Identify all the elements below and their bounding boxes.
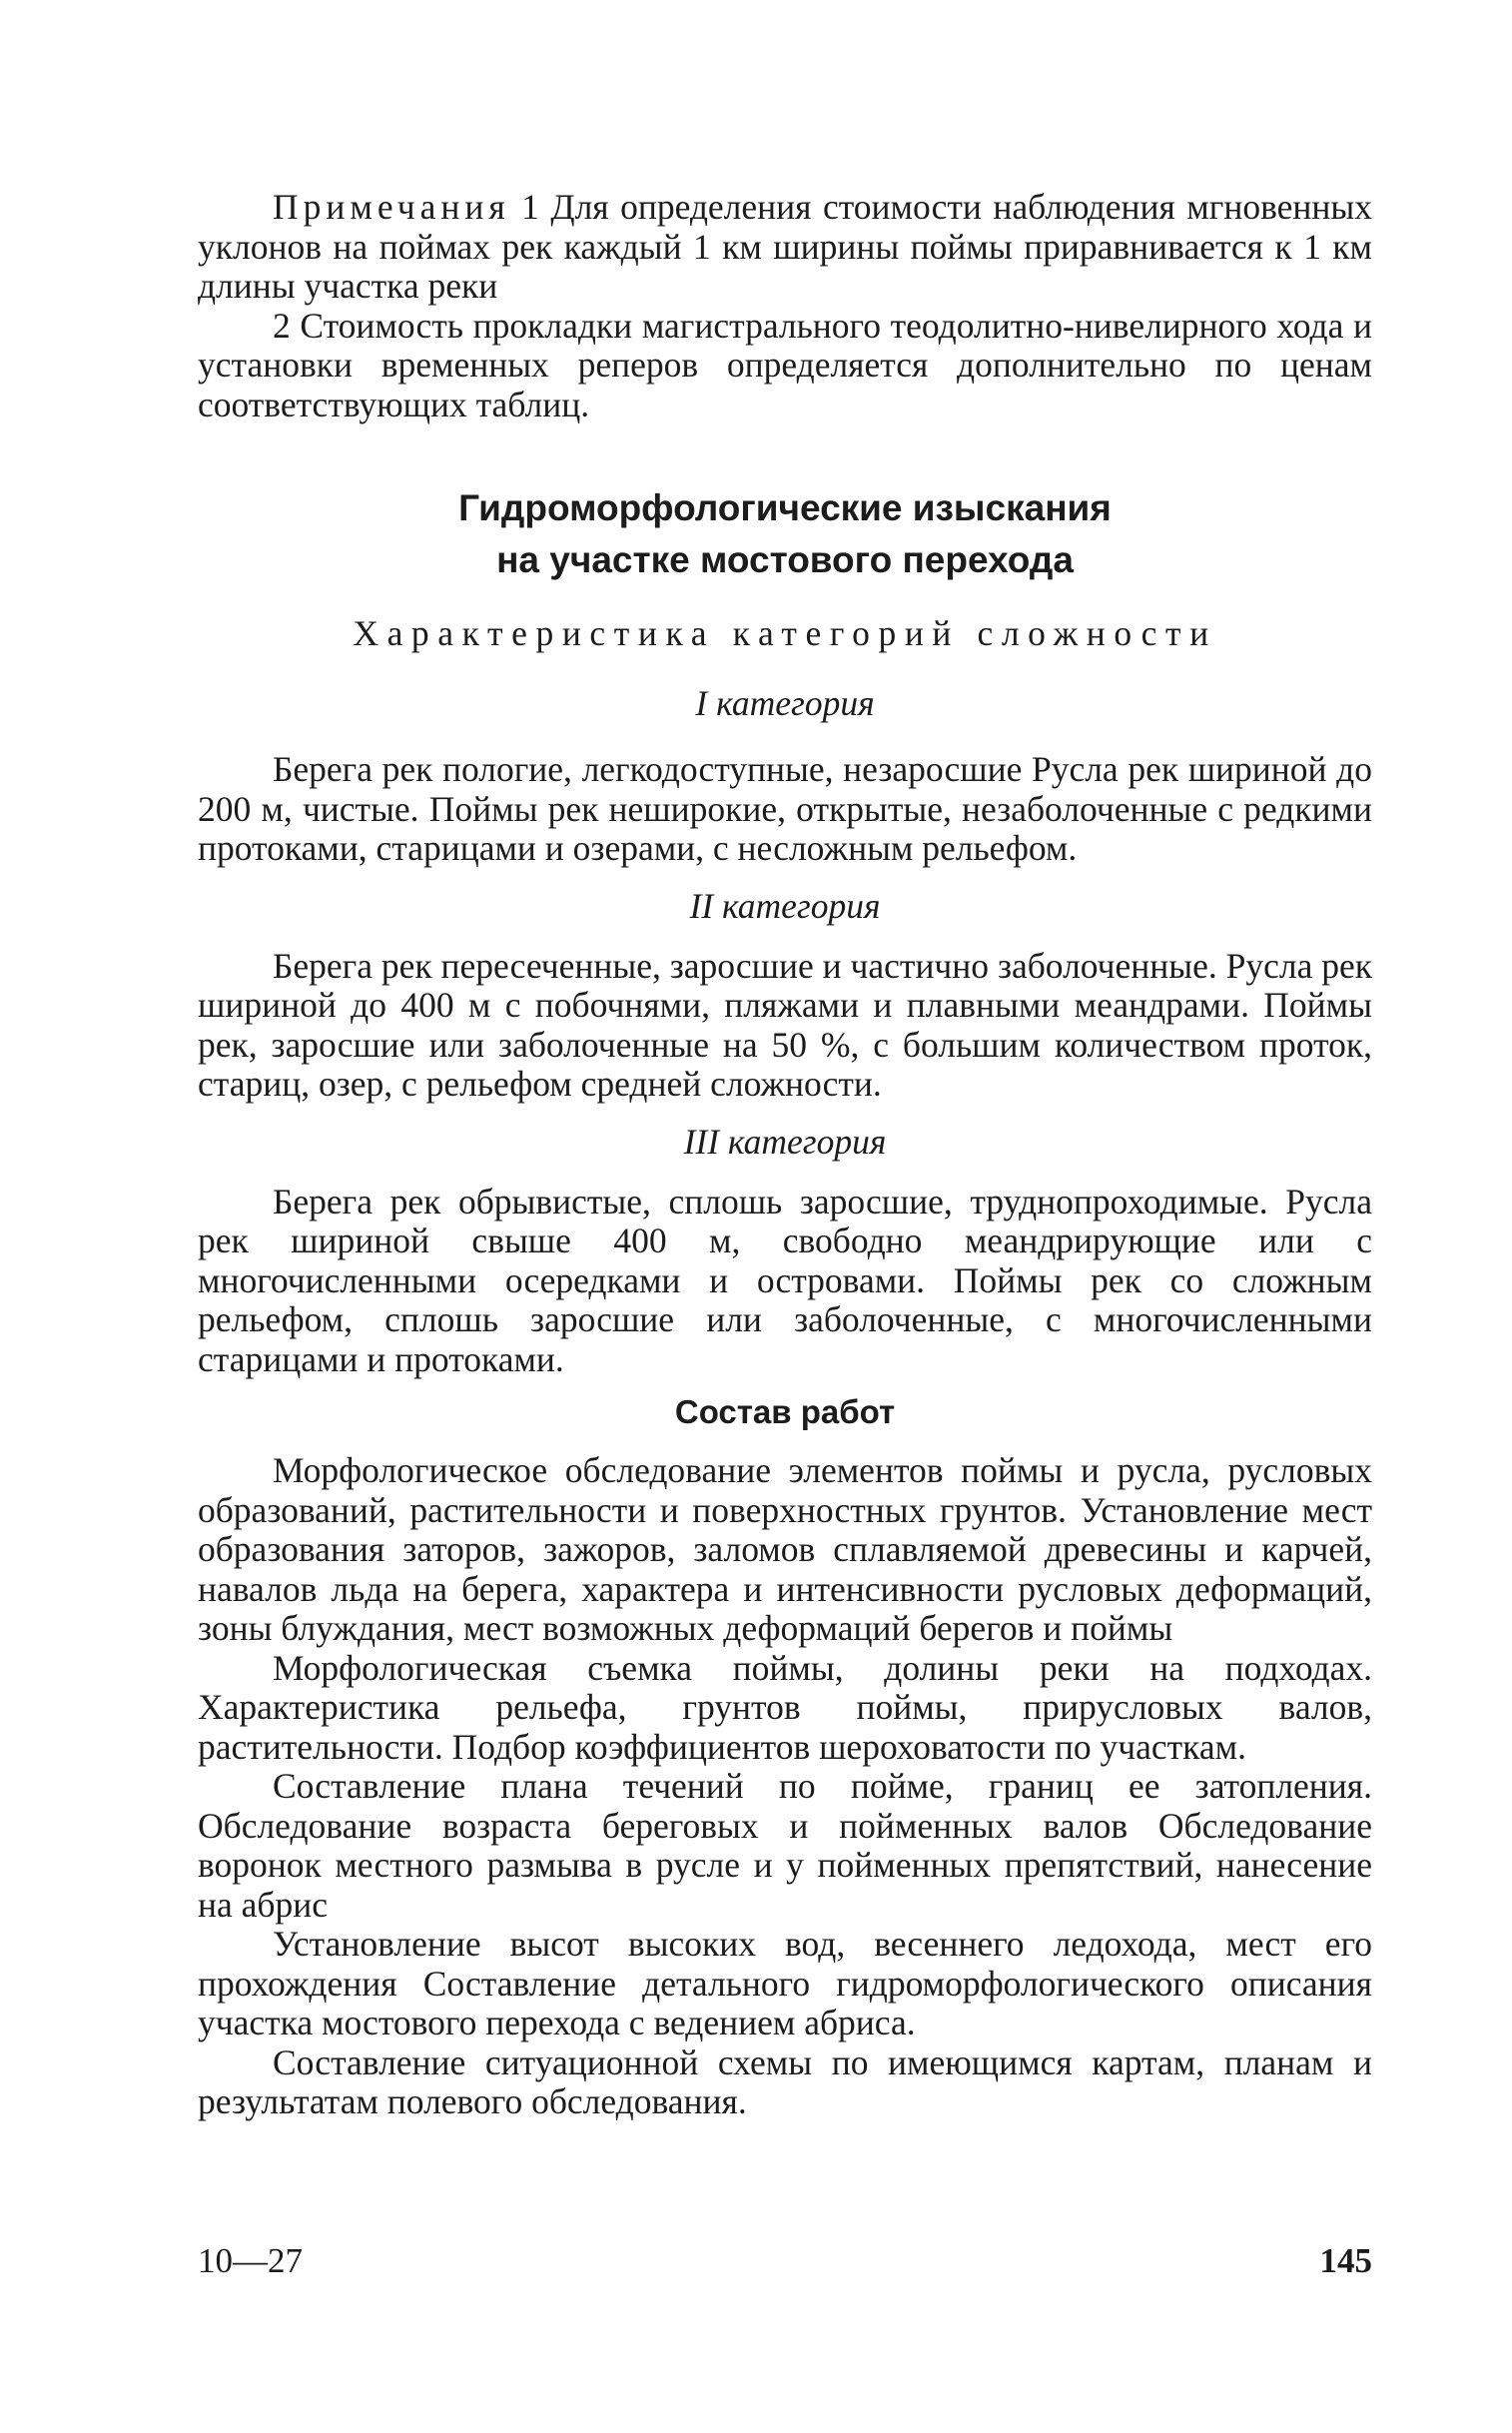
page-footer	[198, 2241, 1372, 2285]
works-paragraph: Морфологическое обследование элементов поймы и русла, русловых образований, растительности и поверхностных грунтов. Установление мест образования заторов, зажоров, заломов сплавляемой древесины и карчей, навалов льда на берега, характера и интенсивности русловых деформаций, зоны блуждания, мест возможных деформаций берегов и поймы	[198, 1450, 1372, 1648]
section-title-line-2: на участке мостового перехода	[496, 539, 1074, 580]
section-title-line-1: Гидроморфологические изыскания	[458, 487, 1112, 528]
note-2: 2 Стоимость прокладки магистрального теодолитно-нивелирного хода и установки временных реперов определяется дополнительно по ценам соответствующих таблиц.	[198, 305, 1372, 424]
section-subtitle: Характеристика категорий сложности	[353, 613, 1217, 653]
page-body	[198, 188, 1372, 2122]
category-1-text: Берега рек пологие, легкодоступные, незаросшие Русла рек шириной до 200 м, чистые. Поймы рек неширокие, открытые, незаболоченные с редкими протоками, старицами и озерами, с несложным рельефом.	[198, 749, 1372, 868]
category-3-heading: III категория	[683, 1121, 887, 1162]
works-paragraph: Морфологическая съемка поймы, долины реки на подходах. Характеристика рельефа, грунтов поймы, прирусловых валов, растительности. Подбор коэффициентов шероховатости по участкам.	[198, 1647, 1372, 1767]
category-2-heading: II категория	[689, 885, 881, 926]
page-number: 145	[1319, 2241, 1372, 2280]
category-1-heading: I категория	[695, 683, 875, 723]
signature-mark: 10—27	[198, 2241, 303, 2280]
works-heading: Состав работ	[674, 1393, 896, 1430]
note-1-text: 1 Для определения стоимости наблюдения мгновенных уклонов на поймах рек каждый 1 км ширины поймы приравнивается к 1 км длины участка реки	[198, 187, 1372, 306]
category-2-text: Берега рек пересеченные, заросшие и частично заболоченные. Русла рек шириной до 400 м с побочнями, пляжами и плавными меандрами. Поймы рек, заросшие или заболоченные на 50 %, с большим количеством проток, стариц, озер, с рельефом средней сложности.	[198, 945, 1372, 1104]
category-3-text: Берега рек обрывистые, сплошь заросшие, труднопроходимые. Русла рек шириной свыше 400 м, свободно меандрирующие или с многочисленными осередками и островами. Поймы рек со сложным рельефом, сплошь заросшие или заболоченные, с многочисленными старицами и протоками.	[198, 1181, 1372, 1379]
works-paragraph: Составление плана течений по пойме, границ ее затопления. Обследование возраста береговых и пойменных валов Обследование воронок местного размыва в русле и у пойменных препятствий, нанесение на абрис	[198, 1766, 1372, 1925]
note-1	[198, 188, 1372, 307]
works-paragraph: Установление высот высоких вод, весеннего ледохода, мест его прохождения Составление детального гидроморфологического описания участка мостового перехода с ведением абриса.	[198, 1924, 1372, 2042]
works-paragraph: Составление ситуационной схемы по имеющимся картам, планам и результатам полевого обследования.	[198, 2041, 1372, 2121]
notes-label: Примечания	[273, 187, 510, 227]
